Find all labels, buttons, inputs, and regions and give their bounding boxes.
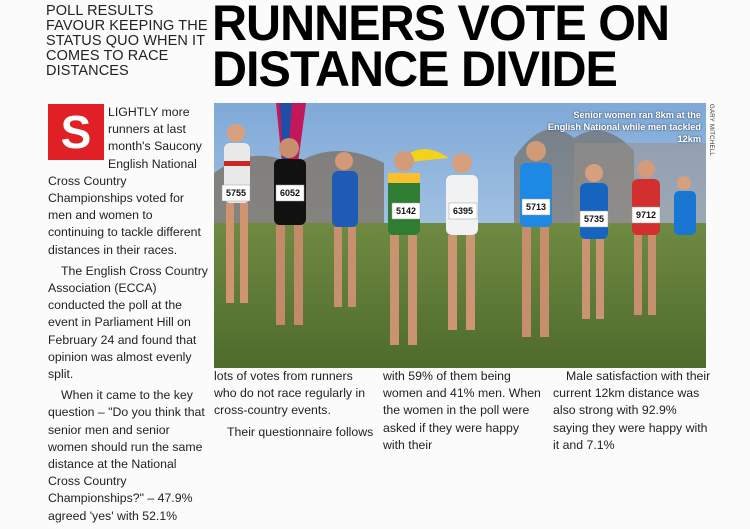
- race-bib: 9712: [635, 210, 657, 220]
- article-paragraph: When it came to the key question – "Do you think that senior men and senior women should run the same distance at the National Cross Country Championships?" – 47.9% agreed 'yes' with 52.1%: [48, 388, 205, 523]
- article-paragraph: The English Cross Country Association (ECCA) conducted the poll at the event in Parliament Hill on February 24 and found that opinion was almost evenly split.: [48, 263, 208, 382]
- photo-credit: GARY MITCHELL: [708, 104, 714, 157]
- race-bib: 6052: [279, 188, 301, 198]
- article-column-3: [383, 368, 543, 458]
- article-paragraph: lots of votes from runners who do not race regularly in cross-country events.: [214, 369, 366, 418]
- headline-line-1: RUNNERS VOTE ON: [212, 0, 670, 51]
- article-paragraph: Male satisfaction with their current 12km distance was also strong with 92.9% saying they were happy with it and 7.1%: [553, 369, 711, 452]
- article-paragraph: with 59% of them being women and 41% men. When the women in the poll were asked if they were happy with their: [383, 369, 541, 452]
- headline-line-2: DISTANCE DIVIDE: [212, 41, 617, 97]
- article-paragraph: Their questionnaire follows: [227, 424, 374, 439]
- article-column-1: [48, 104, 210, 529]
- race-bib: 5735: [583, 214, 605, 224]
- drop-cap: S: [48, 104, 104, 160]
- headline: [212, 0, 726, 97]
- race-bib: 5755: [225, 188, 247, 198]
- article-column-2: [214, 368, 374, 445]
- kicker-subheading: POLL RESULTS FAVOUR KEEPING THE STATUS QUO WHEN IT COMES TO RACE DISTANCES: [46, 3, 208, 79]
- race-bib: 6395: [452, 206, 474, 216]
- photo-caption: Senior women ran 8km at the English National while men tackled 12km: [547, 110, 701, 144]
- race-bib: 5713: [525, 202, 547, 212]
- article-column-4: [553, 368, 713, 458]
- paragraph-text: LIGHTLY more runners at last month's Saucony English National Cross Country Championships voted for men and women to continuing to tackle different distances in their races.: [48, 105, 202, 257]
- article-paragraph: [48, 104, 210, 259]
- race-bib: 5142: [395, 206, 417, 216]
